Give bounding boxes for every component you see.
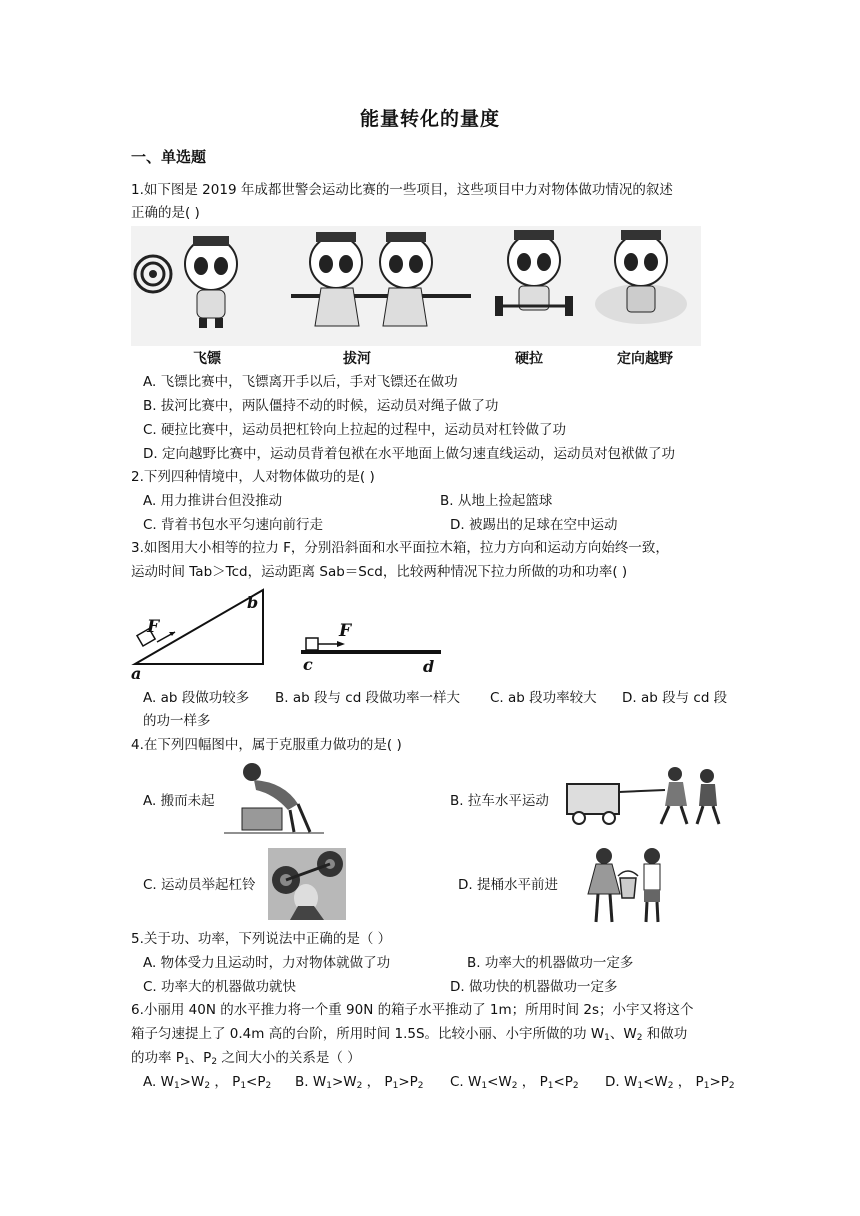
section-heading: 一、单选题 [131,148,207,166]
q3-option-b: B. ab 段与 cd 段做功率一样大 [275,690,461,706]
q6-line2: 箱子匀速提上了 0.4m 高的台阶，所用时间 1.5S。比较小丽、小宇所做的功 $W_1$、$W_2$ 和做功 [131,1026,688,1043]
q4-stem: 4.在下列四幅图中，属于克服重力做功的是( ) [131,737,402,753]
q3-label-d: d [423,657,435,676]
q6-option-d: D. $W_1<W_2$ ， $P_1>P_2$ [605,1074,735,1091]
q3-diagram [131,586,451,682]
q1-caption-orienteering: 定向越野 [617,351,673,367]
q4-figure-weightlift [268,848,346,920]
q3-label-f1: F [147,617,160,637]
q3-incline-figure [131,586,451,682]
q3-label-a: a [131,664,142,682]
q5-option-b: B. 功率大的机器做功一定多 [467,955,634,971]
q3-option-a: A. ab 段做功较多 [143,690,250,706]
q2-option-d: D. 被踢出的足球在空中运动 [450,517,618,533]
q1-sports-figure [131,226,701,370]
q6-option-b: B. $W_1>W_2$ ， $P_1>P_2$ [295,1074,424,1091]
q4-figure-pull-cart [565,762,725,830]
q5-option-a: A. 物体受力且运动时，力对物体就做了功 [143,955,391,971]
q4-figure-lift-fail [224,760,324,836]
q3-option-c: C. ab 段功率较大 [490,690,597,706]
page-title: 能量转化的量度 [359,108,500,130]
q5-option-d: D. 做功快的机器做功一定多 [450,979,618,995]
q3-label-b: b [247,593,259,612]
q1-stem-line1: 1.如下图是 2019 年成都世警会运动比赛的一些项目，这些项目中力对物体做功情况的叙述 [131,182,673,198]
q2-option-c: C. 背着书包水平匀速向前行走 [143,517,324,533]
q1-caption-deadlift: 硬拉 [515,351,543,367]
q5-option-c: C. 功率大的机器做功就快 [143,979,297,995]
q6-option-c: C. $W_1<W_2$ ， $P_1<P_2$ [450,1074,579,1091]
q4-figure-carry-bucket [574,846,674,928]
q2-option-a: A. 用力推讲台但没推动 [143,493,283,509]
q6-option-a: A. $W_1>W_2$ ， $P_1<P_2$ [143,1074,272,1091]
q4-option-b: B. 拉车水平运动 [450,793,549,809]
q3-option-d: D. ab 段与 cd 段 [622,690,728,706]
q3-stem-line2: 运动时间 Tab＞Tcd，运动距离 Sab＝Scd，比较两种情况下拉力所做的功和功率( ) [131,564,628,580]
q1-caption-dart: 飞镖 [193,351,221,367]
q6-line3: 的功率 $P_1$、$P_2$ 之间大小的关系是（ ） [131,1050,361,1067]
q3-label-f2: F [339,621,352,641]
q4-option-a: A. 搬而未起 [143,793,215,809]
q1-stem-line2: 正确的是( ) [131,205,200,221]
q1-caption-tug: 拔河 [343,351,371,367]
q1-option-a: A. 飞镖比赛中，飞镖离开手以后，手对飞镖还在做功 [143,374,458,390]
q2-stem: 2.下列四种情境中，人对物体做功的是( ) [131,469,375,485]
q1-option-d: D. 定向越野比赛中，运动员背着包袱在水平地面上做匀速直线运动，运动员对包袱做了功 [143,446,675,462]
q1-option-b: B. 拔河比赛中，两队僵持不动的时候，运动员对绳子做了功 [143,398,499,414]
q3-option-d-cont: 的功一样多 [143,713,211,729]
q2-option-b: B. 从地上捡起篮球 [440,493,553,509]
q1-option-c: C. 硬拉比赛中，运动员把杠铃向上拉起的过程中，运动员对杠铃做了功 [143,422,567,438]
q5-stem: 5.关于功、功率，下列说法中正确的是（ ） [131,931,392,947]
q4-option-c: C. 运动员举起杠铃 [143,877,256,893]
q4-option-d: D. 提桶水平前进 [458,877,558,893]
q3-label-c: c [303,655,313,674]
q6-line1: 6.小丽用 40N 的水平推力将一个重 90N 的箱子水平推动了 1m；所用时间 2s；小宇又将这个 [131,1002,694,1018]
q3-stem-line1: 3.如图用大小相等的拉力 F，分别沿斜面和水平面拉木箱，拉力方向和运动方向始终一致， [131,540,669,556]
